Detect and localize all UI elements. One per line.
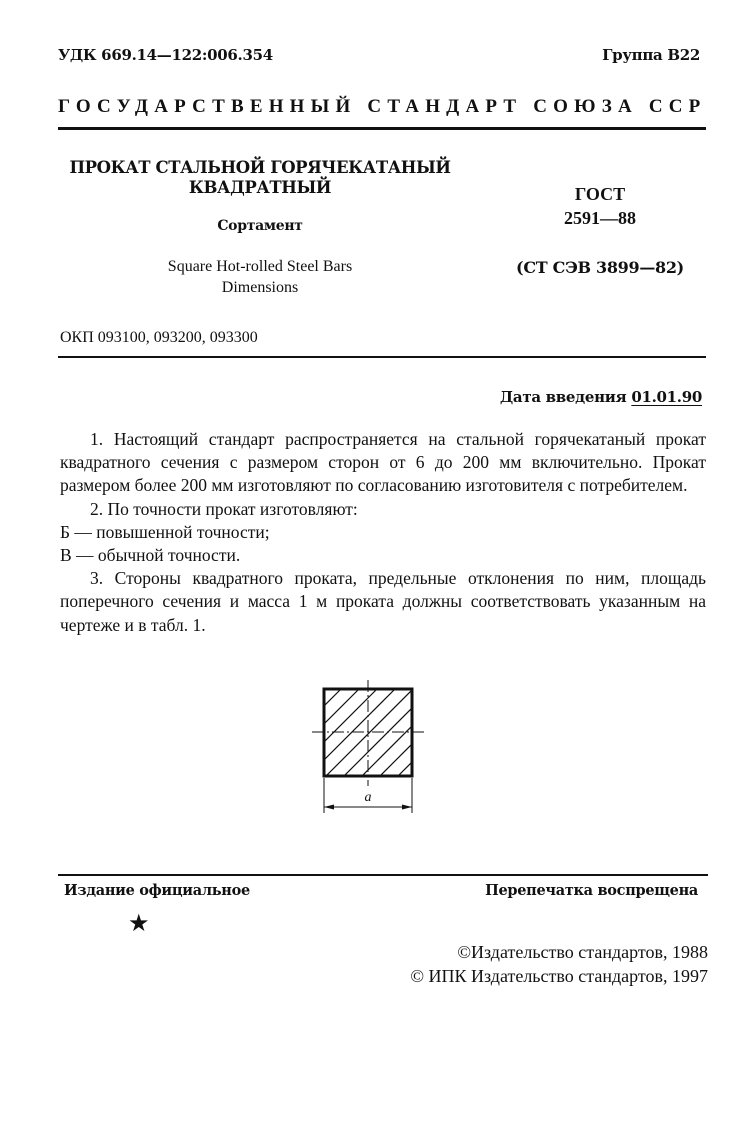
intro-date (500, 388, 702, 406)
gost-label: ГОСТ (574, 184, 626, 204)
arrow-left-icon (324, 805, 334, 810)
copyright-1997: © ИПК Издательство стандартов, 1997 (410, 966, 708, 986)
header-rule (58, 127, 706, 130)
hatching (324, 689, 446, 784)
footer-rule (58, 874, 708, 876)
product-title-line2: КВАДРАТНЫЙ (188, 178, 332, 197)
product-title (60, 158, 460, 198)
paragraph-3: 3. Стороны квадратного проката, предельные отклонения по ним, площадь поперечного сечения и масса 1 м проката должны соответствовать указанным на чертеже и в табл. 1. (60, 568, 706, 635)
paragraph-2: 2. По точности прокат изготовляют: (90, 498, 358, 519)
product-subtitle: Сортамент (217, 218, 303, 234)
star-icon: ★ (128, 909, 150, 937)
okp-codes: ОКП 093100, 093200, 093300 (60, 329, 258, 346)
product-title-line1: ПРОКАТ СТАЛЬНОЙ ГОРЯЧЕКАТАНЫЙ (69, 158, 451, 177)
group-code: Группа В22 (602, 46, 700, 64)
body-text (60, 428, 706, 637)
intro-date-label: Дата введения (499, 388, 627, 406)
okp-rule (58, 356, 706, 358)
udk-code: УДК 669.14—122:006.354 (58, 46, 273, 64)
reprint-prohibited-label: Перепечатка воспрещена (485, 882, 698, 899)
arrow-right-icon (402, 805, 412, 810)
gost-designation (512, 182, 688, 230)
st-sev-reference: (СТ СЭВ 3899—82) (516, 258, 684, 277)
english-title (60, 256, 460, 298)
paragraph-2-item-v: В — обычной точности. (60, 545, 241, 566)
square-section-drawing (306, 680, 446, 820)
paragraph-1: 1. Настоящий стандарт распространяется на стальной горячекатаный прокат квадратного сечения с размером сторон от 6 до 200 мм включительно. Прокат размером более 200 мм изготовляют по согласованию изготовителя с потребителем. (60, 429, 706, 496)
copyright-1988: ©Издательство стандартов, 1988 (457, 942, 708, 962)
intro-date-value: 01.01.90 (631, 388, 702, 406)
paragraph-2-item-b: Б — повышенной точности; (60, 521, 270, 542)
english-title-line2: Dimensions (221, 279, 299, 296)
gost-number: 2591—88 (564, 208, 636, 228)
official-edition-label: Издание официальное (64, 882, 250, 899)
english-title-line1: Square Hot-rolled Steel Bars (167, 258, 353, 275)
standard-title: ГОСУДАРСТВЕННЫЙ СТАНДАРТ СОЮЗА ССР (58, 96, 707, 117)
dimension-label: a (364, 790, 372, 805)
